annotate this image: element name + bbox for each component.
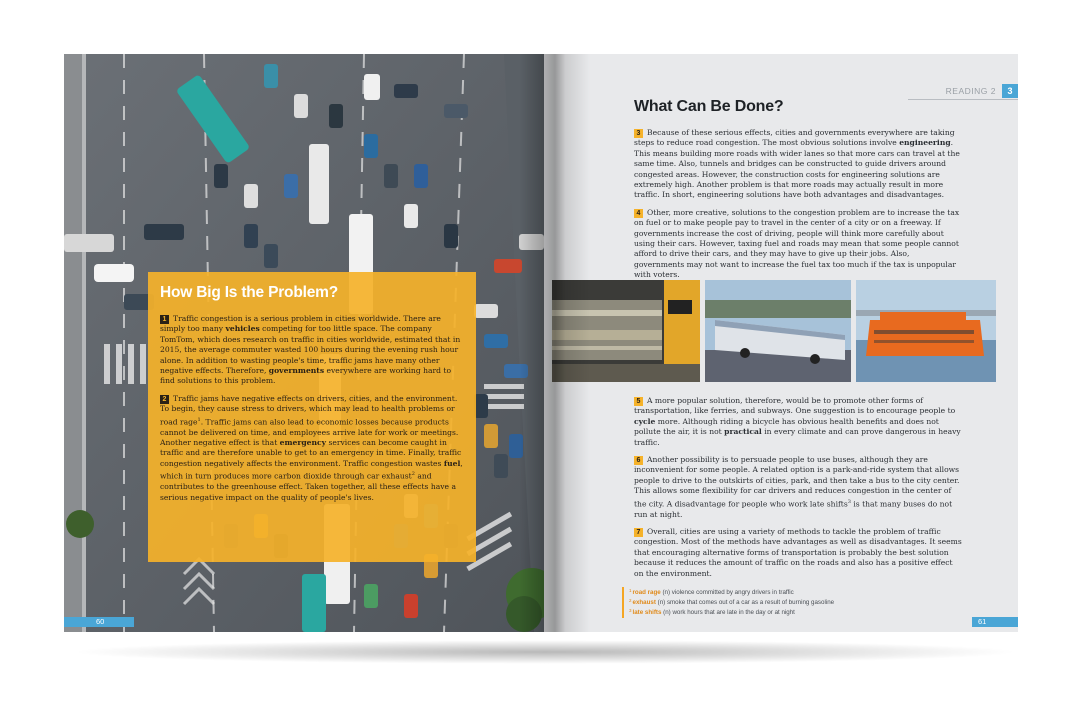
footnote-2 (629, 597, 942, 607)
reading-tab (940, 84, 1018, 98)
text-run: competing for too little space. The company TomTom, which does research on traffic in cities worldwide, estimated that in 2015, the average commuter wasted 100 hours during the evening rush hour alone. In addition to wasting people's time, traffic jams have many other negative effects. Therefore, (160, 324, 461, 376)
paragraph-number: 5 (634, 397, 643, 406)
text-run: is that many buses do not run at night. (634, 499, 953, 519)
paragraph-number: 4 (634, 209, 643, 218)
paragraph-number: 3 (634, 129, 643, 138)
text-run: more. Although riding a bicycle has obvious health benefits and does not pollute the air, it is not (634, 416, 939, 437)
text-run: in every climate and can prove dangerous in heavy traffic. (634, 427, 961, 447)
orange-ferry-photo (856, 280, 996, 382)
subway-station-photo (552, 280, 700, 382)
text-run: Other, more creative, solutions to the congestion problem are to increase the tax on fuel or to make people pay to travel in the center of a city or on a freeway. If governments increase the cost of driving, people will think more carefully about using their cars. However, taxing fuel and roads may mean that some people cannot afford to drive their cars, and they may have to give up their jobs. Also, governments may not want to increase the fuel tax too much if the tax is unpopular with voters. (634, 207, 960, 280)
text-run: everywhere are working hard to find solutions to this problem. (160, 366, 452, 386)
paragraph-1 (160, 314, 464, 387)
right-page-number-bar (972, 617, 1018, 627)
text-run: Traffic jams have negative effects on drivers, cities, and the environment. To begin, they cause stress to drivers, which may lead to health problems or road rage (160, 393, 458, 427)
paragraph-6 (634, 455, 962, 520)
footnote-pos: (n) (662, 589, 671, 596)
paragraph-5 (634, 396, 962, 448)
right-page-heading: What Can Be Done? (634, 98, 784, 115)
paragraph-3 (634, 128, 962, 201)
vocab-word: governments (268, 366, 325, 376)
paragraph-4 (634, 208, 962, 281)
paragraph-number: 7 (634, 528, 643, 537)
text-run: , which in turn produces more carbon dioxide through car exhaust (160, 458, 463, 481)
vocab-word: fuel (443, 458, 461, 468)
text-run: . This means building more roads with wider lanes so that more cars can travel at the same time. Also, tunnels and bridges can be constructed to guide drivers around congested areas. However, the construction costs for engineering solutions are extremely high. Another problem is that more roads may actually result in more traffic. In short, engineering solutions have both advantages and disadvantages. (634, 138, 960, 200)
text-run: services can become caught in traffic and are therefore unable to get to an emergency in time. Finally, traffic congestion negatively affects the environment. Traffic congestion wastes (160, 438, 462, 468)
articulated-bus-photo (705, 280, 851, 382)
footnote-term: road rage (632, 589, 661, 596)
footnote-number: 3 (629, 608, 632, 614)
reading-number-badge: 3 (1002, 84, 1018, 98)
footnote-pos: (n) (657, 599, 666, 607)
text-run: . Traffic jams can also lead to economic losses because products cannot be delivered on time, and employees arrive late for work or meetings. Another negative effect is that (160, 417, 459, 447)
footnote-number: 2 (629, 598, 632, 604)
footnote-term: exhaust (632, 599, 656, 607)
right-text-top (634, 128, 962, 288)
right-text-bottom (634, 396, 962, 586)
left-page-number-bar (64, 617, 134, 627)
vocab-word: vehicles (225, 324, 260, 334)
vocab-word: cycle (634, 416, 656, 426)
vocab-word: practical (724, 427, 762, 437)
text-run: Another possibility is to persuade people to use buses, although they are inconvenient for some people. A related option is a park-and-ride system that allows people to drive to the outskirts of cities, park, and then take a bus to the city center. This allows some flexibility for car drivers and reduces congestion in the center of the city. A disadvantage for people who work late shifts (634, 455, 960, 509)
footnote-pos: (n) (663, 609, 671, 617)
header-rule (908, 99, 1018, 100)
footnote-3 (629, 607, 942, 617)
right-page-number: 61 (978, 617, 987, 626)
problem-text-panel (148, 272, 476, 562)
left-page (64, 54, 544, 632)
footnote-definition: work hours that are late in the day or at night (672, 609, 795, 617)
footnote-marker: 1 (197, 416, 201, 423)
vocab-word: emergency (279, 438, 327, 447)
footnote-1 (629, 587, 942, 597)
paragraph-7 (634, 527, 962, 579)
reading-label: READING 2 (945, 86, 996, 96)
footnotes (622, 587, 942, 618)
text-run: Traffic congestion is a serious problem in cities worldwide. There are simply too many (160, 314, 441, 334)
text-run: A more popular solution, therefore, would be to promote other forms of transportation, like ferries, and subways. One suggestion is to encourage people to (634, 396, 956, 416)
vocab-word: engineering (899, 138, 951, 148)
footnote-definition: smoke that comes out of a car as a result of burning gasoline (666, 599, 835, 607)
footnote-number: 1 (629, 588, 632, 593)
paragraph-number: 1 (160, 315, 169, 324)
footnote-marker: 2 (411, 471, 415, 478)
transport-photo-strip (552, 280, 1018, 382)
book-shadow (70, 640, 1020, 664)
text-run: and contributes to the greenhouse effect. Taken together, all these effects have a serious negative impact on the quality of people's lives. (160, 471, 456, 502)
footnote-definition: violence committed by angry drivers in traffic (671, 589, 794, 596)
paragraph-number: 6 (634, 456, 643, 465)
left-page-number: 60 (96, 617, 105, 626)
footnote-term: late shifts (632, 609, 662, 617)
text-run: Because of these serious effects, cities and governments everywhere are taking steps to reduce road congestion. The most obvious solutions involve (634, 128, 955, 148)
right-page (544, 54, 1018, 632)
footnote-marker: 3 (847, 498, 851, 505)
text-run: Overall, cities are using a variety of methods to tackle the problem of traffic congestion. Most of the methods have advantages as well as disadvantages. It seems that encouraging alternative forms of transportation is probably the best solution because it reduces the amount of traffic on the roads and also has a positive effect on the environment. (634, 527, 962, 578)
paragraph-2 (160, 394, 464, 503)
left-page-heading: How Big Is the Problem? (160, 284, 338, 301)
paragraph-number: 2 (160, 395, 169, 404)
